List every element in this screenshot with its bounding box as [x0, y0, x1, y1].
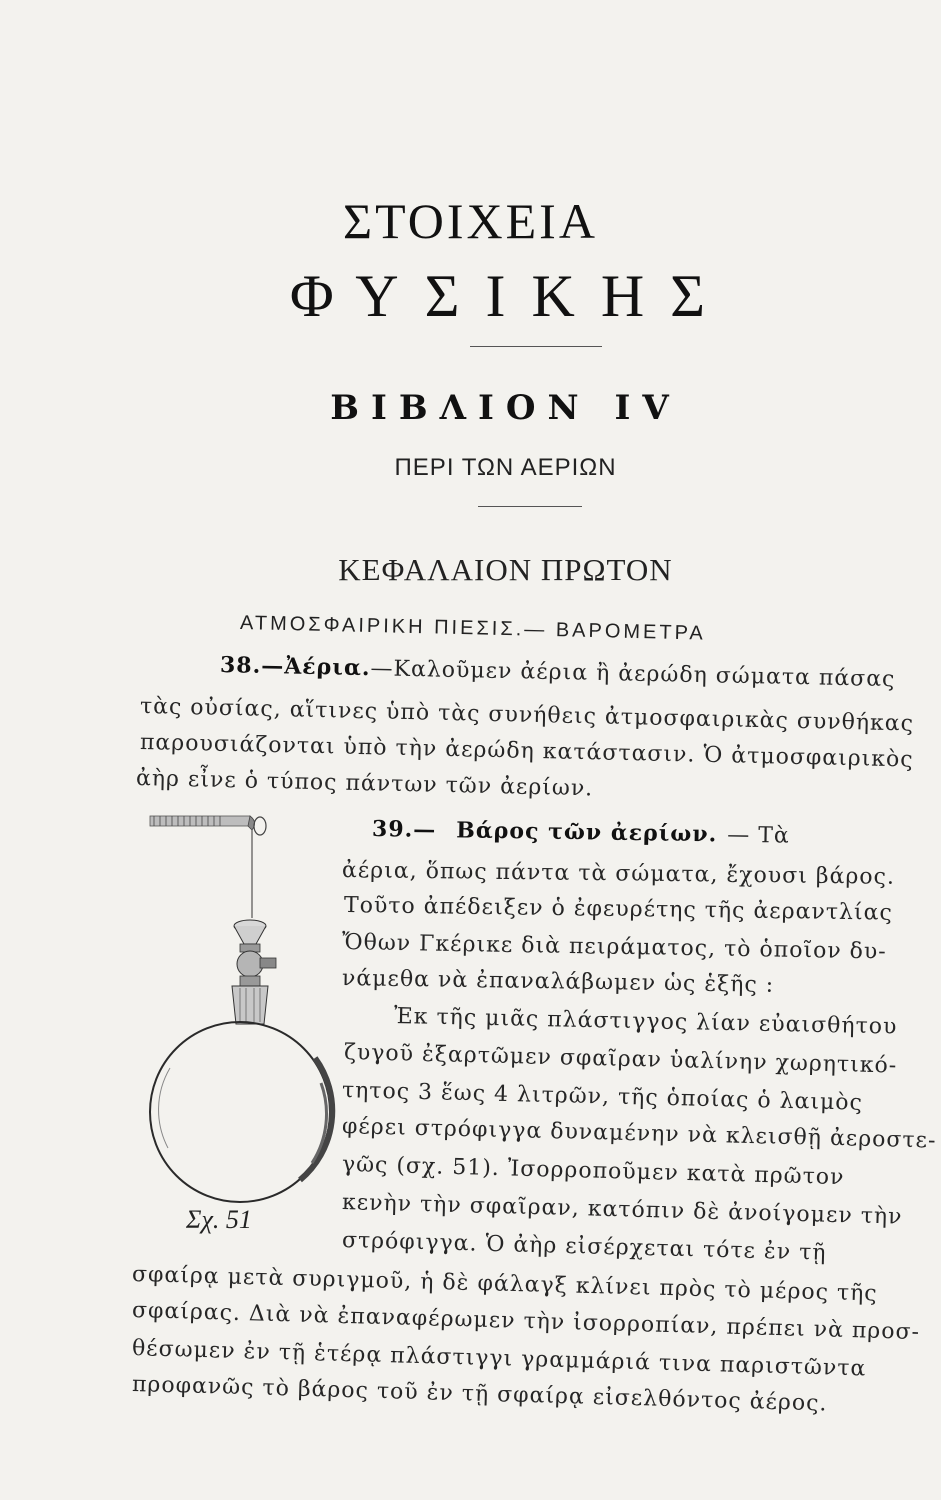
book-number: ΒΙΒΛΙΟΝ IV — [330, 388, 681, 428]
section-39-line-1 — [372, 816, 790, 849]
section-39-line-12: στρόφιγγα. Ὁ ἀὴρ εἰσέρχεται τότε ἐν τῇ — [341, 1228, 827, 1266]
section-39-text-0: — Τὰ — [727, 822, 790, 849]
flask-on-balance-figure — [140, 808, 340, 1208]
section-38-line-3: παρουσιάζονται ὑπὸ τὴν ἀερώδη κατάστασιν. Ὁ ἀτμοσφαιρικὸς — [139, 730, 914, 773]
section-39-line-5: νάμεθα νὰ ἐπαναλάβωμεν ὡς ἑξῆς : — [341, 966, 775, 998]
title-rule — [470, 346, 602, 347]
section-39-line-6: Ἐκ τῆς μιᾶς πλάστιγγος λίαν εὐαισθήτου — [393, 1004, 898, 1040]
chapter-title: ΚΕΦΑΛΑΙΟΝ ΠΡΩΤΟΝ — [338, 552, 673, 587]
chapter-subtitle: ΑΤΜΟΣΦΑΙΡΙΚΗ ΠΙΕΣΙΣ.— ΒΑΡΟΜΕΤΡΑ — [239, 612, 707, 645]
section-39-line-7: ζυγοῦ ἐξαρτῶμεν σφαῖραν ὑαλίνην χωρητικό- — [343, 1040, 898, 1079]
section-38-line-1 — [220, 652, 896, 692]
balance-pan-hook-icon — [150, 816, 266, 918]
title-line-1: ΣΤΟΙΧΕΙΑ — [343, 193, 598, 249]
section-39-line-9: φέρει στρόφιγγα δυναμένην νὰ κλεισθῇ ἀεροστε- — [341, 1114, 937, 1154]
section-38-line-2: τὰς οὐσίας, αἵτινες ὑπὸ τὰς συνήθεις ἀτμοσφαιρικὰς συνθήκας — [139, 694, 915, 737]
section-39-line-2: ἀέρια, ὅπως πάντα τὰ σώματα, ἔχουσι βάρος. — [341, 858, 896, 890]
section-39-line-11: κενὴν τὴν σφαῖραν, κατόπιν δὲ ἀνοίγομεν τὴν — [341, 1190, 903, 1230]
section-39-line-4: Ὄθων Γκέρικε διὰ πειράματος, τὸ ὁποῖον δυ- — [341, 930, 887, 965]
figure-caption: Σχ. 51 — [186, 1205, 252, 1234]
section-39-number: 39.— — [371, 816, 437, 844]
glass-sphere-icon — [150, 1022, 332, 1202]
section-39-line-10: γῶς (σχ. 51). Ἰσορροποῦμεν κατὰ πρῶτον — [341, 1152, 845, 1191]
section-39-line-8: τητος 3 ἕως 4 λιτρῶν, τῆς ὁποίας ὁ λαιμὸς — [341, 1078, 864, 1116]
section-39-line-16: προφανῶς τὸ βάρος τοῦ ἐν τῇ σφαίρᾳ εἰσελθόντος ἀέρος. — [131, 1372, 828, 1417]
section-39-line-15: θέσωμεν ἐν τῇ ἑτέρᾳ πλάστιγγι γραμμάριά τινα παριστῶντα — [131, 1336, 867, 1382]
section-39-line-14: σφαίρας. Διὰ νὰ ἐπαναφέρωμεν τὴν ἰσορροπίαν, πρέπει νὰ προσ- — [131, 1298, 921, 1346]
section-38-line-4: ἀὴρ εἶνε ὁ τύπος πάντων τῶν ἀερίων. — [135, 766, 594, 802]
section-39-line-13: σφαίρᾳ μετὰ συριγμοῦ, ἡ δὲ φάλαγξ κλίνει πρὸς τὸ μέρος τῆς — [131, 1262, 878, 1307]
book-subject: ΠΕΡΙ ΤΩΝ ΑΕΡΙΩΝ — [394, 454, 617, 481]
section-38-number: 38.— — [219, 652, 285, 680]
section-39-heading: Βάρος τῶν ἀερίων. — [456, 817, 718, 848]
section-38-heading: Ἀέρια. — [283, 653, 371, 682]
subject-rule — [478, 506, 582, 507]
section-38-text: —Καλοῦμεν ἀέρια ἢ ἀερώδη σώματα πάσας — [370, 656, 896, 693]
title-line-2: ΦΥΣΙΚΗΣ — [289, 263, 732, 329]
stopcock-icon — [232, 920, 276, 1024]
section-39-line-3: Τοῦτο ἀπέδειξεν ὁ ἐφευρέτης τῆς ἀεραντλίας — [343, 893, 893, 926]
